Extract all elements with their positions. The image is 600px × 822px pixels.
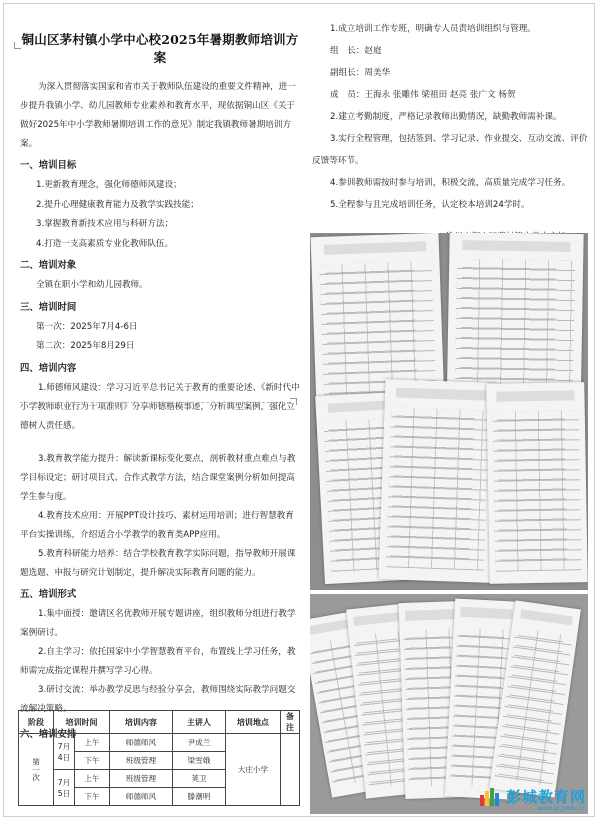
right-column [312,18,588,242]
watermark-logo-icon [479,787,501,807]
goal-item: 2.提升心理健康教育能力及教学实践技能； [36,199,199,210]
left-column [20,30,300,745]
goal-item: 3.掌握教育新技术应用与科研方法； [36,219,174,229]
content-cell: 师德师风 [109,788,172,806]
section-form-title: 五、培训形式 [20,588,77,600]
org-members: 成 员：王海永 张雕伟 梁祖田 赵亮 张广文 杨贺 [330,90,516,100]
org-item: 1.成立培训工作专班，明确专人员责培训组织与管理。 [330,24,536,34]
site-watermark [479,786,586,812]
org-item: 4.参训教师需按时参与培训，积极交流，高质量完成学习任务。 [330,178,571,188]
attendance-sheets-photo-2 [310,594,588,814]
header-cell: 培训时间 [54,711,110,734]
header-cell: 主讲人 [172,711,225,734]
slot-cell: 上午 [75,770,110,788]
table-row [19,734,300,752]
section-time-title: 三、培训时间 [20,301,77,313]
document-title: 铜山区茅村镇小学中心校2025年暑期教师培训方案 [21,32,299,65]
org-item: 3.实行全程管理，包括签到、学习记录、作业提交、互动交流、评价反馈等环节。 [312,134,588,166]
goal-item: 4.打造一支高素质专业化教师队伍。 [36,238,174,249]
attendance-sheets-photo [310,233,588,590]
sign-in-sheet [379,379,498,583]
time-item: 第二次：2025年8月29日 [36,341,135,351]
slot-cell: 下午 [75,752,110,770]
content-cell: 班级管理 [109,770,172,788]
header-cell: 培训内容 [109,711,172,734]
content-cell: 班级管理 [109,752,172,770]
time-item: 第一次：2025年7月4-6日 [36,321,138,332]
speaker-cell: 荚卫 [172,770,225,788]
slot-cell: 上午 [75,734,110,752]
remark-cell [280,734,299,806]
section-target-title: 二、培训对象 [20,260,77,271]
watermark-text: 彭城教育网 [505,788,586,806]
phase-cell: 第一次 [19,734,54,806]
form-item: 2.自主学习：依托国家中小学智慧教育平台，布置线上学习任务，教师需完成指定课程并撰写学习心得。 [20,646,296,676]
content-item: 5.教育科研能力培养：结合学校教育教学实际问题，指导教师开展课题选题、申报与研究计划制定，提升解决实际教育问题的能力。 [20,548,296,578]
table-header-row [19,711,300,734]
section-schedule-title: 六、培训安排 [20,728,77,740]
content-item: 3.教育教学能力提升：解读新课标变化要点，剖析教材重点难点与教学目标设定；研讨项目式、合作式教学方法，结合课堂案例分析如何提高学生参与度。 [20,453,296,502]
content-item: 1.师德师风建设：学习习近平总书记关于教育的重要论述、《新时代中小学教师职业行为十项准则》分享师德楷模事迹，分析典型案例，强化立德树人责任感。 [20,382,300,431]
page-separator [20,402,290,403]
header-cell: 培训地点 [225,711,280,734]
date-cell: 7月5日 [54,770,75,806]
location-cell: 大庄小学 [225,734,280,806]
date-cell: 7月4日 [54,734,75,770]
header-cell: 备注 [280,711,299,734]
watermark-url: www.pcjyedu.cn [537,805,586,812]
slot-cell: 下午 [75,788,110,806]
speaker-cell: 梁雪娥 [172,752,225,770]
section-content-title: 四、培训内容 [20,362,77,374]
org-item: 2.建立考勤制度，严格记录教师出勤情况，缺勤教师需补课。 [330,112,562,122]
intro-paragraph: 为深入贯彻落实国家和省市关于教师队伍建设的重要文件精神，进一步提升我镇小学、幼儿园教师专业素养和教育水平，现依据铜山区《关于做好2025年中小学教师暑期培训工作的意见》制定我镇教师暑期培训方案。 [20,82,296,149]
org-deputy: 副组长：周美华 [330,68,391,78]
content-cell: 师德师风 [109,734,172,752]
speaker-cell: 尹成兰 [172,734,225,752]
section-goal-title: 一、培训目标 [20,160,77,171]
schedule-table [18,710,300,806]
goal-item: 1.更新教育理念，强化师德师风建设； [36,180,182,190]
form-item: 3.研讨交流：举办教学反思与经验分享会，教师围绕实际教学问题交流解决策略。 [20,684,296,714]
sign-in-sheet [486,382,587,584]
target-text: 全镇在职小学和幼儿园教师。 [36,280,148,290]
speaker-cell: 滕潮明 [172,788,225,806]
org-item: 5.全程参与且完成培训任务，认定校本培训24学时。 [330,200,530,210]
header-cell: 阶段 [19,711,54,734]
content-item: 4.教育技术应用：开展PPT设计技巧、素材运用培训；进行智慧教育平台实操训练，介绍适合小学教学的教育类APP应用。 [20,510,294,540]
org-leader: 组 长：赵庭 [330,46,382,56]
form-item: 1.集中面授：邀请区名优教师开展专题讲座，组织教师分组进行教学案例研讨。 [20,608,296,638]
